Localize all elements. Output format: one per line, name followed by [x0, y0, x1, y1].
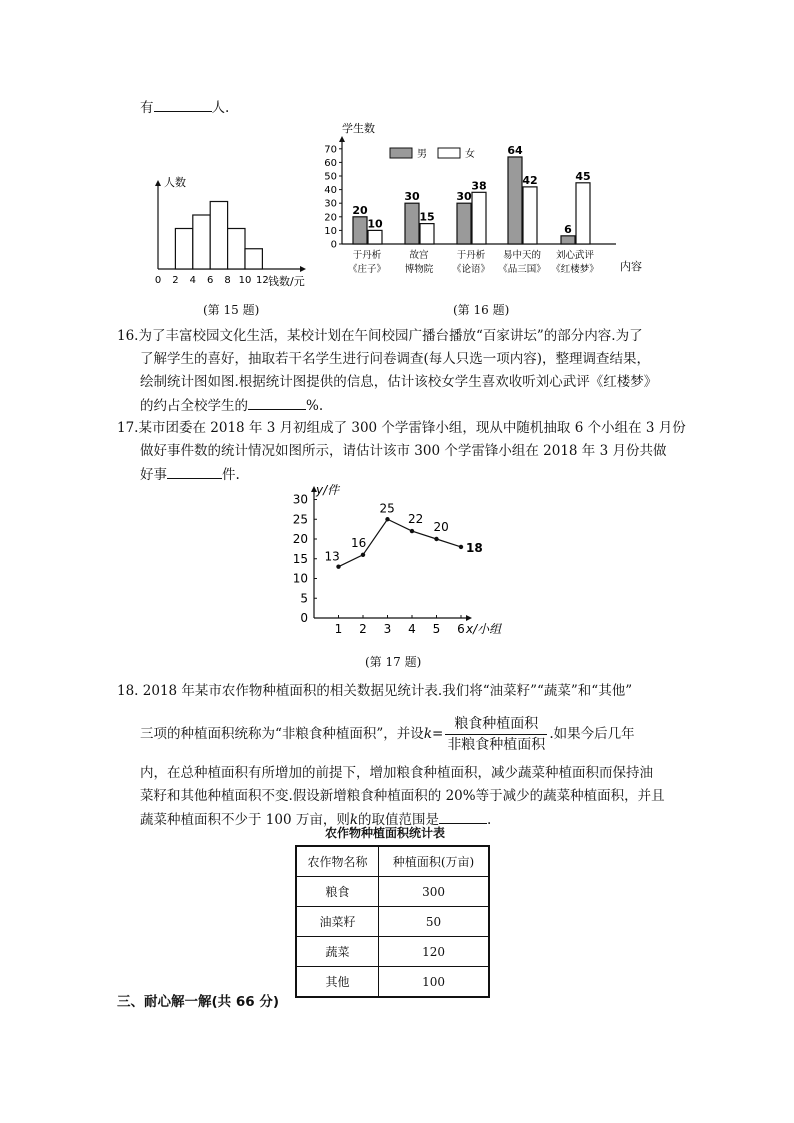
q16-caption: (第 16 题)	[453, 303, 510, 317]
q18-k-var-2: k	[349, 812, 359, 828]
q16-x-axis-label: 内容	[620, 260, 642, 273]
q17-y-tick-label: 15	[292, 551, 308, 566]
q15-y-label: 人数	[164, 176, 186, 189]
q17-y-tick-label: 20	[292, 532, 308, 546]
q15-x-tick-label: 8	[224, 275, 231, 286]
q17-x-tick-label: 4	[408, 622, 416, 636]
q18-line-2-prefix: 三项的种植面积统称为“非粮食种植面积”，并设	[140, 726, 424, 742]
q16-bar-female	[472, 192, 486, 244]
q16-y-tick-label: 30	[324, 198, 337, 210]
q16-data-label-female: 10	[367, 217, 383, 231]
q17-x-tick-label: 3	[383, 622, 392, 636]
q16-category-label: 刘心武评	[555, 250, 595, 261]
q16-y-tick-label: 70	[324, 144, 337, 156]
q16-y-tick-label: 60	[324, 157, 337, 169]
q17-data-point	[434, 537, 438, 541]
q16-bar-male	[508, 157, 522, 244]
table-row	[296, 907, 489, 937]
q17-data-label: 16	[351, 535, 367, 550]
q18-line-5-suffix: .	[487, 812, 492, 828]
q17-text-line-1: 17.某市团委在 2018 年 3 月初组成了 300 个学雷锋小组，现从中随机抽取 6 个小组在 3 月份	[117, 420, 686, 436]
table-cell: 50	[379, 907, 489, 937]
q17-data-label: 22	[408, 512, 424, 527]
table-row	[296, 937, 489, 967]
table-cell: 100	[379, 967, 489, 998]
section-3-heading: 三、耐心解一解(共 66 分)	[117, 994, 280, 1010]
q15-x-arrow	[300, 266, 306, 272]
q17-data-label: 13	[324, 549, 340, 564]
q17-y-tick-label: 25	[292, 512, 308, 527]
q16-category-label: 博物院	[404, 264, 434, 275]
table-cell: 120	[379, 937, 489, 967]
q16-legend-male: 男	[417, 149, 427, 160]
q18-frac-numerator: 粮食种植面积	[445, 714, 547, 735]
q15-bar	[210, 202, 227, 270]
table-cell: 其他	[296, 967, 379, 998]
q18-answer-blank[interactable]	[439, 809, 487, 824]
q15-answer-blank[interactable]	[154, 97, 212, 112]
q16-text-line-1: 16.为了丰富校园文化生活，某校计划在午间校园广播台播放“百家讲坛”的部分内容.为了	[117, 328, 643, 344]
q16-data-label-female: 45	[575, 169, 591, 183]
q17-y-tick-label: 5	[300, 591, 308, 606]
q17-text-suffix: 件.	[222, 467, 240, 483]
q17-data-point	[336, 564, 340, 568]
q15-x-tick-label: 12	[256, 275, 269, 286]
q17-y-tick-label: 0	[300, 611, 308, 625]
q15-caption: (第 15 题)	[203, 303, 260, 317]
q15-line-prefix: 有	[140, 100, 154, 116]
q17-x-tick-label: 5	[432, 622, 441, 636]
q17-x-label: x/小组	[466, 622, 502, 636]
table-cell: 蔬菜	[296, 937, 379, 967]
q15-x-tick-label: 4	[189, 275, 196, 286]
q18-table-title: 农作物种植面积统计表	[325, 826, 446, 840]
q17-text-line-3-prefix: 好事	[140, 467, 167, 483]
q17-data-point	[361, 553, 365, 557]
q16-legend-swatch-female	[438, 148, 460, 158]
q16-category-label: 《论语》	[451, 264, 491, 275]
q16-category-label: 于丹析	[456, 250, 486, 261]
q18-fraction	[445, 714, 547, 755]
q17-caption: (第 17 题)	[365, 655, 422, 669]
q16-text-suffix: %.	[306, 398, 324, 414]
q17-data-point	[410, 529, 414, 533]
q17-y-tick-label: 10	[292, 571, 308, 586]
q18-k-var: k	[423, 726, 432, 742]
q15-bar	[175, 229, 192, 270]
table-row	[296, 967, 489, 998]
q16-data-label-male: 20	[352, 203, 368, 217]
q16-data-label-female: 15	[419, 210, 435, 224]
q17-text-line-2: 做好事件数的统计情况如图所示，请估计该市 300 个学雷锋小组在 2018 年 3 月份共做	[140, 443, 667, 459]
q16-category-label: 《品三国》	[498, 264, 546, 275]
q15-x-tick-label: 2	[172, 275, 179, 286]
q16-text-line-2: 了解学生的喜好，抽取若干名学生进行问卷调查(每人只选一项内容)，整理调查结果，	[140, 351, 651, 367]
q16-bar-female	[523, 187, 537, 244]
q16-text-line-4	[140, 395, 323, 416]
table-cell: 粮食	[296, 877, 379, 907]
q17-data-point	[385, 517, 389, 521]
q16-answer-blank[interactable]	[248, 395, 306, 410]
q16-bar-male	[457, 203, 471, 244]
q18-frac-denominator: 非粮食种植面积	[447, 737, 546, 753]
q15-histogram	[140, 170, 320, 295]
q16-y-label: 学生数	[342, 122, 375, 135]
q15-bar	[193, 215, 210, 269]
q16-text-line-3: 绘制统计图如图.根据统计图提供的信息，估计该校女学生喜欢收听刘心武评《红楼梦》	[140, 374, 658, 390]
q17-x-tick-label: 6	[457, 622, 465, 636]
q18-line-3: 内，在总种植面积有所增加的前提下，增加粮食种植面积，减少蔬菜种植面积而保持油	[140, 765, 653, 781]
q16-data-label-male: 30	[404, 190, 420, 204]
q16-bar-male	[353, 217, 367, 244]
q16-data-label-female: 42	[522, 173, 538, 187]
q15-x-tick-label: 6	[207, 275, 214, 286]
q16-y-tick-label: 20	[324, 212, 337, 224]
q16-legend-swatch-male	[390, 148, 412, 158]
q15-bar	[245, 249, 262, 269]
q16-bar-female	[368, 230, 382, 244]
q16-y-tick-label: 50	[324, 171, 337, 183]
q17-x-arrow	[466, 615, 472, 621]
q17-chart	[280, 480, 520, 645]
q17-data-label: 18	[466, 540, 483, 555]
q15-x-label: 钱数/元	[268, 275, 305, 288]
q16-bar-male	[561, 236, 575, 244]
q15-x-tick-label: 10	[238, 275, 252, 286]
q16-bar-female	[576, 183, 590, 244]
q16-category-label: 于丹析	[352, 250, 382, 261]
q18-equals: =	[432, 726, 444, 742]
q17-text-line-3	[140, 464, 240, 485]
q15-answer-line	[140, 97, 229, 118]
q16-text-line-4-prefix: 的约占全校学生的	[140, 398, 248, 414]
q17-x-tick-label: 1	[334, 622, 343, 636]
q18-line-5-mid: 的取值范围是	[358, 812, 440, 828]
q18-line-5-prefix: 蔬菜种植面积不少于 100 万亩，则	[140, 812, 350, 828]
q16-bar-male	[405, 203, 419, 244]
q18-line-4: 菜籽和其他种植面积不变.假设新增粮食种植面积的 20%等于减少的蔬菜种植面积，并且	[140, 788, 665, 804]
q17-y-tick-label: 30	[292, 492, 308, 507]
q18-line-2-suffix: .如果今后几年	[549, 726, 635, 742]
q17-answer-blank[interactable]	[167, 464, 222, 479]
table-cell: 300	[379, 877, 489, 907]
table-cell: 油菜籽	[296, 907, 379, 937]
table-header-name: 农作物名称	[296, 846, 379, 877]
q16-data-label-male: 6	[564, 222, 572, 236]
table-header-row	[296, 846, 489, 877]
q17-x-tick-label: 2	[359, 622, 367, 636]
q16-chart	[320, 118, 660, 293]
q17-data-point	[459, 545, 463, 549]
q16-category-label: 《红楼梦》	[551, 264, 599, 275]
q15-bar	[228, 229, 245, 270]
q18-line-1: 18. 2018 年某市农作物种植面积的相关数据见统计表.我们将“油菜籽”“蔬菜”和“其他”	[117, 683, 633, 699]
q16-category-label: 《庄子》	[347, 264, 387, 275]
q16-data-label-male: 30	[456, 190, 472, 204]
table-header-area: 种植面积(万亩)	[379, 846, 489, 877]
q15-line-suffix: 人.	[211, 100, 230, 116]
q16-bar-female	[420, 224, 434, 244]
q16-category-label: 故宫	[409, 250, 429, 261]
q16-legend-female: 女	[465, 149, 475, 160]
q18-line-2	[140, 712, 635, 756]
q16-data-label-male: 64	[507, 143, 523, 157]
q15-y-arrow	[155, 180, 161, 186]
q16-y-arrow	[339, 136, 345, 142]
q16-category-label: 易中天的	[502, 250, 542, 261]
q16-y-tick-label: 10	[324, 225, 337, 237]
q17-data-label: 20	[433, 520, 449, 534]
q16-data-label-female: 38	[471, 179, 487, 193]
q15-x-tick-label: 0	[154, 275, 162, 286]
crop-area-table	[295, 845, 490, 998]
q17-data-label: 25	[379, 501, 395, 516]
table-row	[296, 877, 489, 907]
q16-y-tick-label: 40	[324, 185, 337, 197]
q16-y-tick-label: 0	[330, 239, 337, 251]
q17-y-label: y/件	[316, 483, 340, 497]
